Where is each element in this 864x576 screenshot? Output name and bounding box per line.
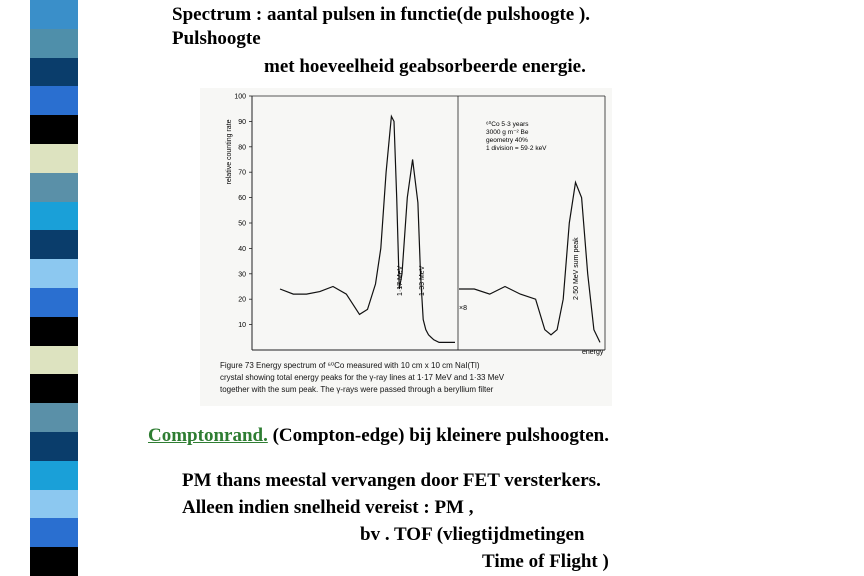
slide-line-energy [254,56,586,78]
peak2-label: 1·33 MeV [419,265,426,296]
pm-line-3: bv . TOF (vliegtijdmetingen [360,524,585,545]
sum-peak-label: 2·50 MeV sum peak [573,237,580,300]
stripe-segment [30,317,78,346]
stripe-segment [30,173,78,202]
pm-line-1: PM thans meestal vervangen door FET versterkers. [182,470,601,491]
y-axis-label: relative counting rate [226,119,233,185]
spectrum-figure [200,88,612,406]
peak1-label: 1·17 MeV [397,265,404,296]
slide-line-energy-text: met hoeveelheid geabsorbeerde energie. [264,56,586,77]
stripe-segment [30,403,78,432]
source-info-line: ⁶⁰Co 5·3 years [486,121,529,128]
stripe-segment [30,29,78,58]
stripe-segment [30,374,78,403]
stripe-segment [30,461,78,490]
y-tick-label: 100 [234,93,246,101]
source-info-line: geometry 40% [486,137,528,144]
y-tick-label: 50 [238,220,246,228]
y-tick-label: 80 [238,144,246,152]
stripe-segment [30,144,78,173]
y-tick-label: 90 [238,118,246,126]
y-tick-label: 60 [238,195,246,203]
stripe-segment [30,547,78,576]
compton-line [148,425,609,447]
stripe-segment [30,490,78,519]
y-tick-label: 20 [238,296,246,304]
stripe-segment [30,58,78,87]
x-axis-label: energy [582,349,604,356]
pm-line-2: Alleen indien snelheid vereist : PM , [182,497,474,518]
compton-rest: (Compton-edge) bij kleinere pulshoogten. [272,425,609,446]
pm-line-4: Time of Flight ) [482,551,609,572]
stripe-segment [30,115,78,144]
compton-term: Comptonrand. [148,425,268,446]
stripe-segment [30,288,78,317]
stripe-segment [30,432,78,461]
y-tick-label: 30 [238,271,246,279]
stripe-segment [30,518,78,547]
stripe-segment [30,259,78,288]
scale-label: ×8 [459,305,467,312]
slide-line-spectrum: Spectrum : aantal pulsen in functie(de pulshoogte ). [172,4,591,25]
stripe-segment [30,346,78,375]
decorative-stripe-bar [30,0,78,576]
stripe-segment [30,230,78,259]
source-info-line: 3000 g m⁻² Be [486,129,529,136]
y-tick-label: 70 [238,169,246,177]
stripe-segment [30,0,78,29]
stripe-segment [30,86,78,115]
y-tick-label: 10 [238,322,246,330]
slide-line-pulshoogte: Pulshoogte [172,28,261,49]
source-info-line: 1 division = 59·2 keV [486,145,547,152]
y-tick-label: 40 [238,245,246,253]
figure-caption: Figure 73 Energy spectrum of ⁶⁰Co measured with 10 cm x 10 cm NaI(Tl) crystal showing total energy peaks for the γ-ray lines at 1·17 MeV and 1·33 MeV together with the sum peak. The γ-rays were passed through a beryllium filter [220,361,505,394]
stripe-segment [30,202,78,231]
